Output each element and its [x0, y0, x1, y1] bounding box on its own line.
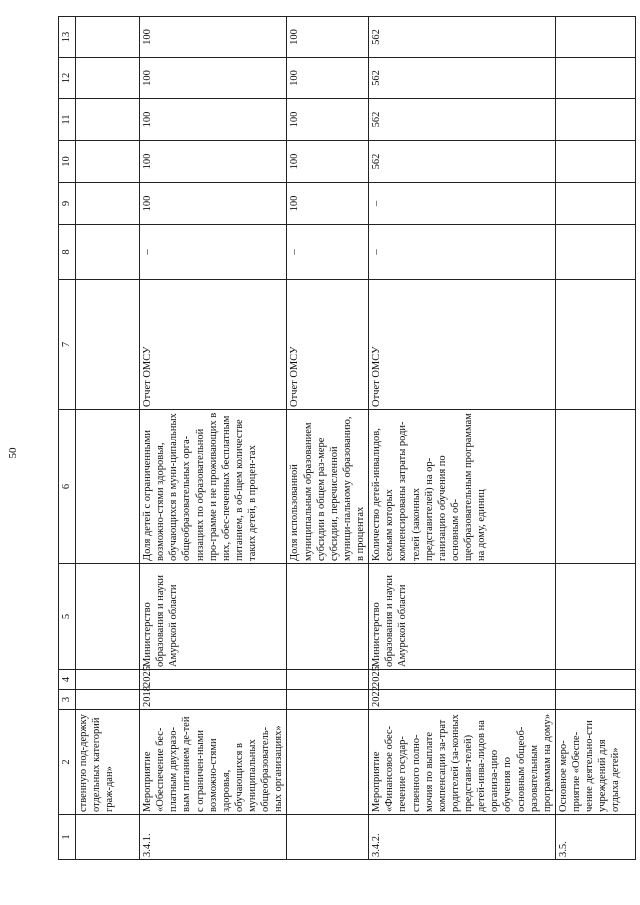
- column-header: 6: [59, 410, 76, 564]
- table-row: [287, 17, 369, 860]
- table-cell: 562: [369, 17, 556, 58]
- table-cell: [76, 141, 140, 183]
- table-cell: 100: [287, 141, 369, 183]
- table-cell: –: [369, 225, 556, 280]
- table-cell: [76, 225, 140, 280]
- table-cell: 2018: [140, 690, 287, 710]
- table-cell: [555, 225, 635, 280]
- table-cell: 100: [140, 183, 287, 225]
- table-cell: Министерство образования и науки Амурской области: [369, 564, 556, 670]
- table-cell: Количество детей-инвалидов, семьям которых компенсированы затраты роди-телей (законных представителей) на ор-ганизацию обучения по основным об-щеобразовательным программам на дому, единиц: [369, 410, 556, 564]
- table-cell: 2025: [140, 670, 287, 690]
- table-cell: 100: [287, 17, 369, 58]
- table-cell: 100: [140, 141, 287, 183]
- table-cell: 100: [140, 17, 287, 58]
- column-header: 12: [59, 58, 76, 99]
- column-header: 11: [59, 99, 76, 141]
- table-cell: 2025: [369, 670, 556, 690]
- table-cell: [287, 690, 369, 710]
- table-cell: 3.5.: [555, 815, 635, 860]
- table-row: [369, 17, 556, 860]
- column-header: 3: [59, 690, 76, 710]
- table-cell: ственную под-держку отдельных категорий граж-дан»: [76, 710, 140, 815]
- column-header: 5: [59, 564, 76, 670]
- table-cell: 100: [287, 183, 369, 225]
- table-cell: [76, 670, 140, 690]
- column-header: 8: [59, 225, 76, 280]
- table-cell: Доля использованной муниципальным образованием субсидии в общем раз-мере субсидии, перечисленной муници-пальному образованию, в процентах: [287, 410, 369, 564]
- column-header: 4: [59, 670, 76, 690]
- table-cell: [555, 17, 635, 58]
- table-cell: [287, 670, 369, 690]
- table-cell: [76, 815, 140, 860]
- column-header: 9: [59, 183, 76, 225]
- table-cell: [555, 410, 635, 564]
- table-cell: [76, 17, 140, 58]
- table-row: [76, 17, 140, 860]
- table-cell: Доля детей с ограниченными возможно-стями здоровья, обучающихся в муни-ципальных общеобразовательных орга-низациях по образовательной про-грамме и не проживающих в них, обес-печенных бесплатным питанием, в об-щем количестве таких детей, в процен-тах: [140, 410, 287, 564]
- table-cell: 562: [369, 58, 556, 99]
- table-cell: Министерство образования и науки Амурской области: [140, 564, 287, 670]
- table-cell: [76, 410, 140, 564]
- table-cell: 562: [369, 141, 556, 183]
- table-cell: Отчет ОМСУ: [140, 280, 287, 410]
- column-header: 10: [59, 141, 76, 183]
- table-cell: Мероприятие «Обеспечение бес-платным двухразо-вым питанием де-тей с ограничен-ными возможно-стями здоровья, обучающихся в муниципальных общеобразователь-ных организациях»: [140, 710, 287, 815]
- table-cell: [287, 710, 369, 815]
- program-table: [58, 16, 636, 860]
- table-cell: 3.4.2.: [369, 815, 556, 860]
- column-header: 1: [59, 815, 76, 860]
- table-cell: [555, 141, 635, 183]
- page-number: 50: [7, 447, 19, 459]
- table-cell: 3.4.1.: [140, 815, 287, 860]
- table-cell: [555, 280, 635, 410]
- table-cell: [76, 690, 140, 710]
- table-cell: Отчет ОМСУ: [369, 280, 556, 410]
- table-cell: [555, 670, 635, 690]
- table-cell: –: [140, 225, 287, 280]
- table-cell: [287, 815, 369, 860]
- header-row: [59, 17, 76, 860]
- table-cell: [555, 183, 635, 225]
- table-cell: [76, 58, 140, 99]
- rotated-page: [1, 1, 639, 905]
- table-cell: Отчет ОМСУ: [287, 280, 369, 410]
- column-header: 7: [59, 280, 76, 410]
- table-cell: [76, 183, 140, 225]
- table-cell: Мероприятие «Финансовое обес-печение государ-ственного полно-мочия по выплате компенсации за-трат родителей (за-конных представи-телей) детей-инва-лидов на организа-цию обучения по основным общеоб-разовательным программам на дому»: [369, 710, 556, 815]
- table-cell: [287, 564, 369, 670]
- table-cell: [76, 564, 140, 670]
- table-cell: 100: [140, 58, 287, 99]
- table-cell: 100: [140, 99, 287, 141]
- table-cell: 100: [287, 58, 369, 99]
- table-cell: [555, 690, 635, 710]
- column-header: 2: [59, 710, 76, 815]
- table-cell: 100: [287, 99, 369, 141]
- table-cell: [555, 99, 635, 141]
- table-cell: [555, 58, 635, 99]
- table-cell: 2022: [369, 690, 556, 710]
- column-header: 13: [59, 17, 76, 58]
- table-row: [140, 17, 287, 860]
- table-cell: [76, 280, 140, 410]
- table-cell: –: [369, 183, 556, 225]
- table-cell: –: [287, 225, 369, 280]
- table-cell: [76, 99, 140, 141]
- table-cell: Основное меро-приятие «Обеспе-чение деятельно-сти учреждений для отдыха детей»: [555, 710, 635, 815]
- table-row: [555, 17, 635, 860]
- table-cell: 562: [369, 99, 556, 141]
- table-cell: [555, 564, 635, 670]
